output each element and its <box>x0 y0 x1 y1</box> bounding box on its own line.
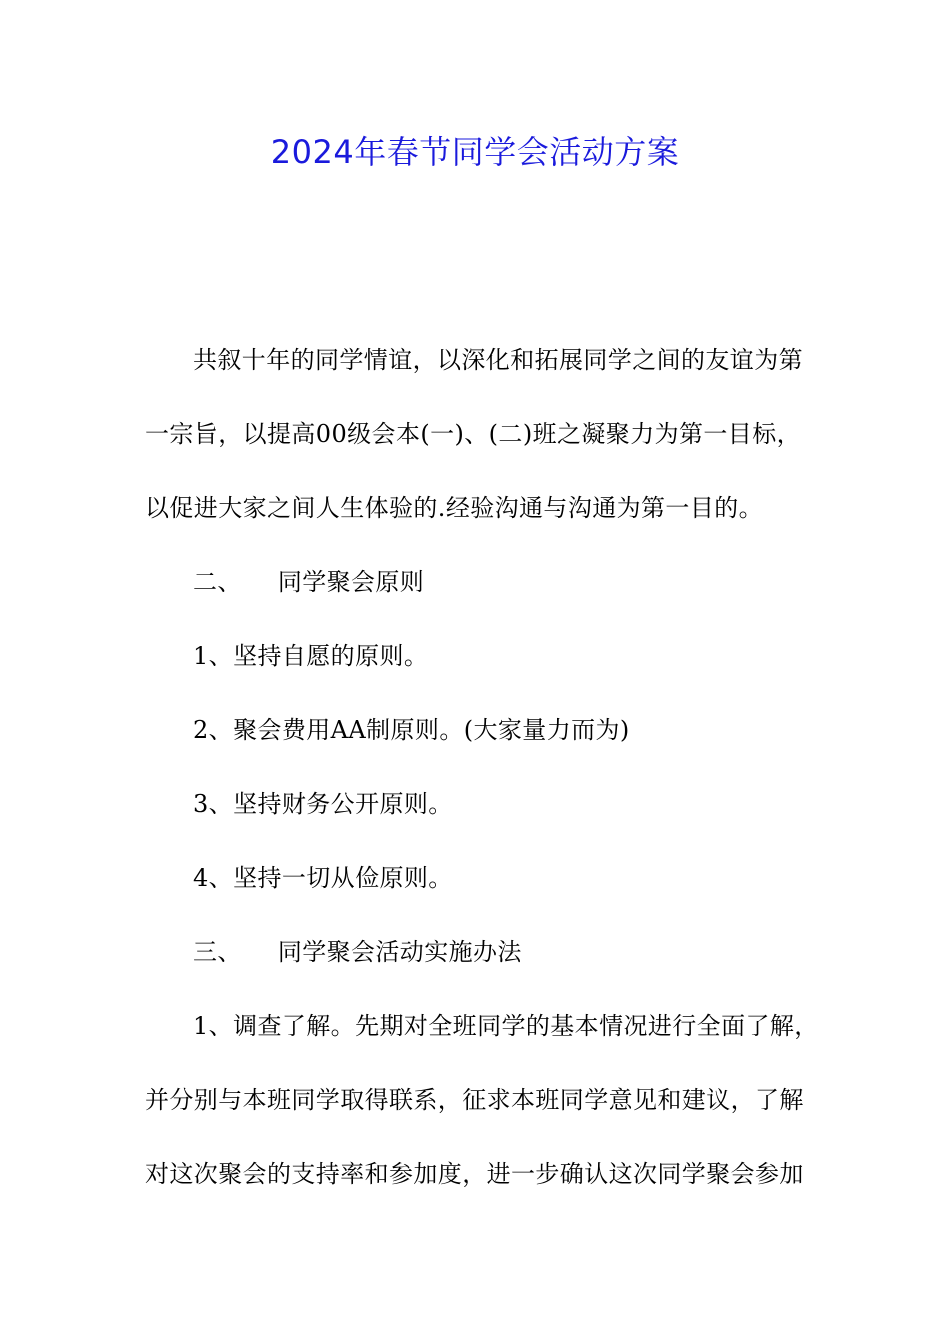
section-3-heading-text: 同学聚会活动实施办法 <box>277 938 522 966</box>
section-3-para-line-3: 对这次聚会的支持率和参加度，进一步确认这次同学聚会参加 <box>145 1160 804 1188</box>
document-title: 2024年春节同学会活动方案 <box>270 133 680 171</box>
intro-line-2: 一宗旨，以提高00级会本(一)、(二)班之凝聚力为第一目标， <box>145 420 801 448</box>
section-3-heading <box>193 932 522 972</box>
list-item: 2、聚会费用AA制原则。(大家量力而为) <box>193 716 630 744</box>
section-2-number: 二、 <box>193 568 242 596</box>
intro-line-1: 共叙十年的同学情谊，以深化和拓展同学之间的友谊为第 <box>193 346 803 374</box>
list-item: 1、坚持自愿的原则。 <box>193 642 429 670</box>
list-item: 3、坚持财务公开原则。 <box>193 790 453 818</box>
section-2-heading <box>193 562 424 602</box>
section-3-number: 三、 <box>193 938 242 966</box>
section-2-heading-text: 同学聚会原则 <box>277 568 425 596</box>
section-3-para-line-2: 并分别与本班同学取得联系，征求本班同学意见和建议，了解 <box>145 1086 804 1114</box>
list-item: 4、坚持一切从俭原则。 <box>193 864 453 892</box>
intro-line-3: 以促进大家之间人生体验的.经验沟通与沟通为第一目的。 <box>145 494 764 522</box>
section-3-para-line-1: 1、调查了解。先期对全班同学的基本情况进行全面了解， <box>193 1012 819 1040</box>
